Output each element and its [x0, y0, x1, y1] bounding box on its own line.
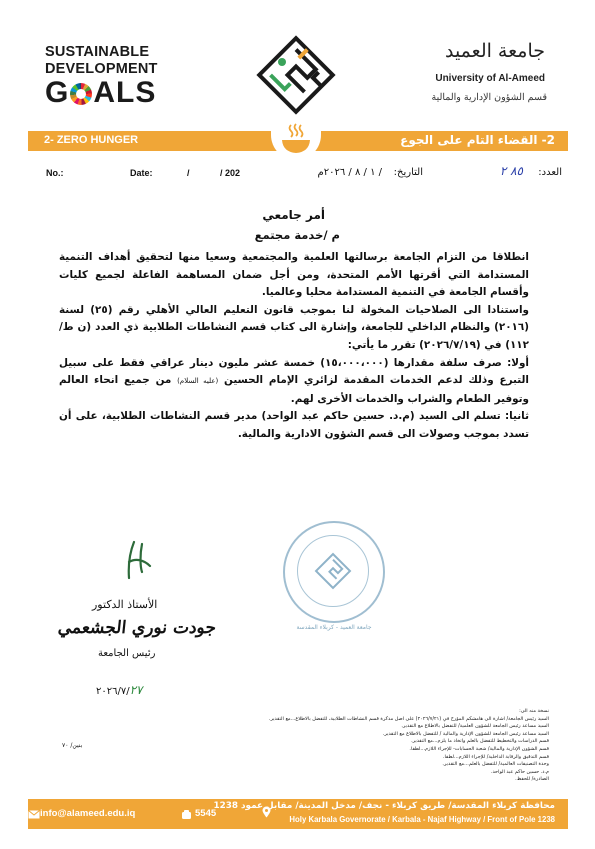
footer-phone[interactable]: 5545	[195, 808, 217, 819]
decision-item-1	[59, 355, 529, 409]
phone-icon	[181, 809, 192, 820]
date-label-arabic: التاريخ:	[393, 167, 423, 178]
bowl-icon	[271, 122, 321, 160]
sdg-goals-rest: ALS	[93, 76, 157, 109]
sdg-logo-line1: SUSTAINABLE	[45, 44, 150, 60]
number-value-arabic: ٨٥ ٢	[499, 164, 523, 178]
copies-line: السيد مساعد رئيس الجامعة للشؤون العلمية/ للتفضل بالاطلاع مع التقدير.	[401, 723, 549, 730]
body-paragraph-2: واستنادا الى الصلاحيات المخولة لنا بموجب قانون التعليم العالي الأهلي رقم (٢٥) لسنة (٢٠١٦) والنظام الداخلي للجامعة، وإشارة الى كتاب قسم النشاطات الطلابية ذي العدد (ن ط/١١٢) في (٢٠٢٦/٧/١٩) تقرر ما يأتي:	[59, 303, 529, 351]
copies-line: السيد مساعد رئيس الجامعة للشؤون الإدارية والمالية / للتفضل بالاطلاع مع التقدير.	[382, 730, 549, 737]
copies-header: نسخة منه الى:	[519, 708, 549, 714]
copies-line: قسم التدقيق والرقابة الداخلية/ للإجراء اللازم...لطفا.	[442, 753, 549, 760]
footer-email[interactable]: info@alameed.edu.iq	[40, 808, 136, 819]
goal-label-english: 2- ZERO HUNGER	[44, 134, 139, 146]
date-separator: /	[187, 168, 190, 178]
body-paragraph-1: انطلاقا من التزام الجامعة برسالتها العلمية والمجتمعية وسعيا منها لتحقيق أهداف التنمية المستدامة التي أقرتها الأمم المتحدة، ومن أجل ضمان المساهمة الفاعلة لجميع كليات وأقسام الجامعة في التنمية المستدامة محليا وعالميا.	[59, 251, 529, 299]
copies-list	[189, 708, 549, 784]
department-name: قسم الشؤون الإدارية والمالية	[431, 92, 547, 103]
honorific-text: (عليه السلام)	[177, 377, 219, 386]
copies-line: قسم الدراسات والتخطيط للتفضل بالعلم واتخاذ ما يلزم...مع التقدير.	[411, 738, 549, 745]
copies-line: السيد رئيس الجامعة/ اشارة الى هامشكم المؤرخ في (٢٠٢٦/٧/٢١) على اصل مذكرة قسم النشاطات الطلابية، للتفضل بالاطلاع...مع التقدير.	[268, 715, 549, 722]
bowl-badge	[271, 122, 321, 160]
sdg-goals-wordmark	[45, 77, 156, 109]
signatory-name: جودت نوري الجشعمي	[56, 618, 218, 638]
sdg-goals-g: G	[45, 76, 70, 109]
university-name-english: University of Al-Ameed	[435, 73, 545, 84]
signatory-title: الأستاذ الدكتور	[92, 598, 158, 611]
stamp-emblem-icon	[313, 551, 353, 591]
university-name-arabic: جامعة العميد	[444, 40, 545, 62]
stamp-caption: جامعة العميد - كربلاء المقدسة	[296, 624, 372, 631]
date-value-arabic: / ١ / ٨ / ٢٠٢٦م	[317, 167, 382, 178]
footer-address-arabic: محافظة كربلاء المقدسة/ طريق كربلاء - نجف/ مدخل المدينة/ مقابل عمود 1238	[213, 801, 555, 811]
signature-date-prefix: ٢٠٢٦/٧/	[96, 686, 130, 697]
goal-label-arabic: 2- القضاء التام على الجوع	[400, 133, 555, 147]
decision-item-1-tail: من جميع انحاء العالم وتوفير الطعام والشراب والخدمات الأخرى لهم.	[59, 374, 529, 405]
email-icon	[28, 810, 40, 819]
decision-item-1-label: أولا:	[507, 356, 529, 369]
decision-item-2-text: تسلم الى السيد (م.د. حسين حاكم عبد الواحد) مدير قسم النشاطات الطلابية، على أن تسدد بموجب وصولات الى قسم الشؤون الادارية والمالية.	[59, 410, 529, 440]
signature-date-day: ٢٧	[129, 683, 143, 697]
university-emblem-icon	[255, 34, 337, 116]
signatory-role: رئيس الجامعة	[98, 648, 156, 659]
sdg-wheel-icon	[70, 83, 92, 105]
copies-line: قسم الشؤون الإدارية والمالية/ شعبة الحسابات- للإجراء اللازم...لطفا.	[409, 745, 549, 752]
sdg-logo-line2: DEVELOPMENT	[45, 61, 158, 77]
decision-item-2-label: ثانيا:	[504, 410, 529, 423]
date-label-english: Date:	[130, 168, 153, 178]
footer-address-english: Holy Karbala Governorate / Karbala - Najaf Highway / Front of Pole 1238	[289, 815, 555, 824]
copies-line: الصادرة/ للحفظ.	[515, 776, 549, 783]
number-label-english: No.:	[46, 168, 64, 178]
attachment-note: بنين/ ٧٠	[62, 742, 83, 749]
date-year-english: / 202	[220, 168, 241, 178]
decision-item-2	[59, 408, 529, 443]
letter-body	[59, 249, 529, 444]
letter-subject: م /خدمة مجتمع	[254, 228, 340, 242]
copies-line: وحدة التصنيفات العالمية/ للتفضل بالعلم...مع التقدير.	[442, 761, 549, 768]
signature-date	[96, 683, 142, 697]
copies-line: م.د. حسين حاكم عبد الواحد.	[490, 768, 549, 775]
handwritten-initial-mark	[120, 538, 160, 584]
letter-title: أمر جامعي	[262, 208, 325, 222]
number-label-arabic: العدد:	[538, 167, 562, 178]
decision-item-1-text: صرف سلفة مقدارها (١٥،٠٠٠،٠٠٠) خمسة عشر مليون دينار عراقي فقط على سبيل التبرع وذلك لدعم الخدمات المقدمة لزائري الإمام الحسين	[59, 356, 529, 387]
